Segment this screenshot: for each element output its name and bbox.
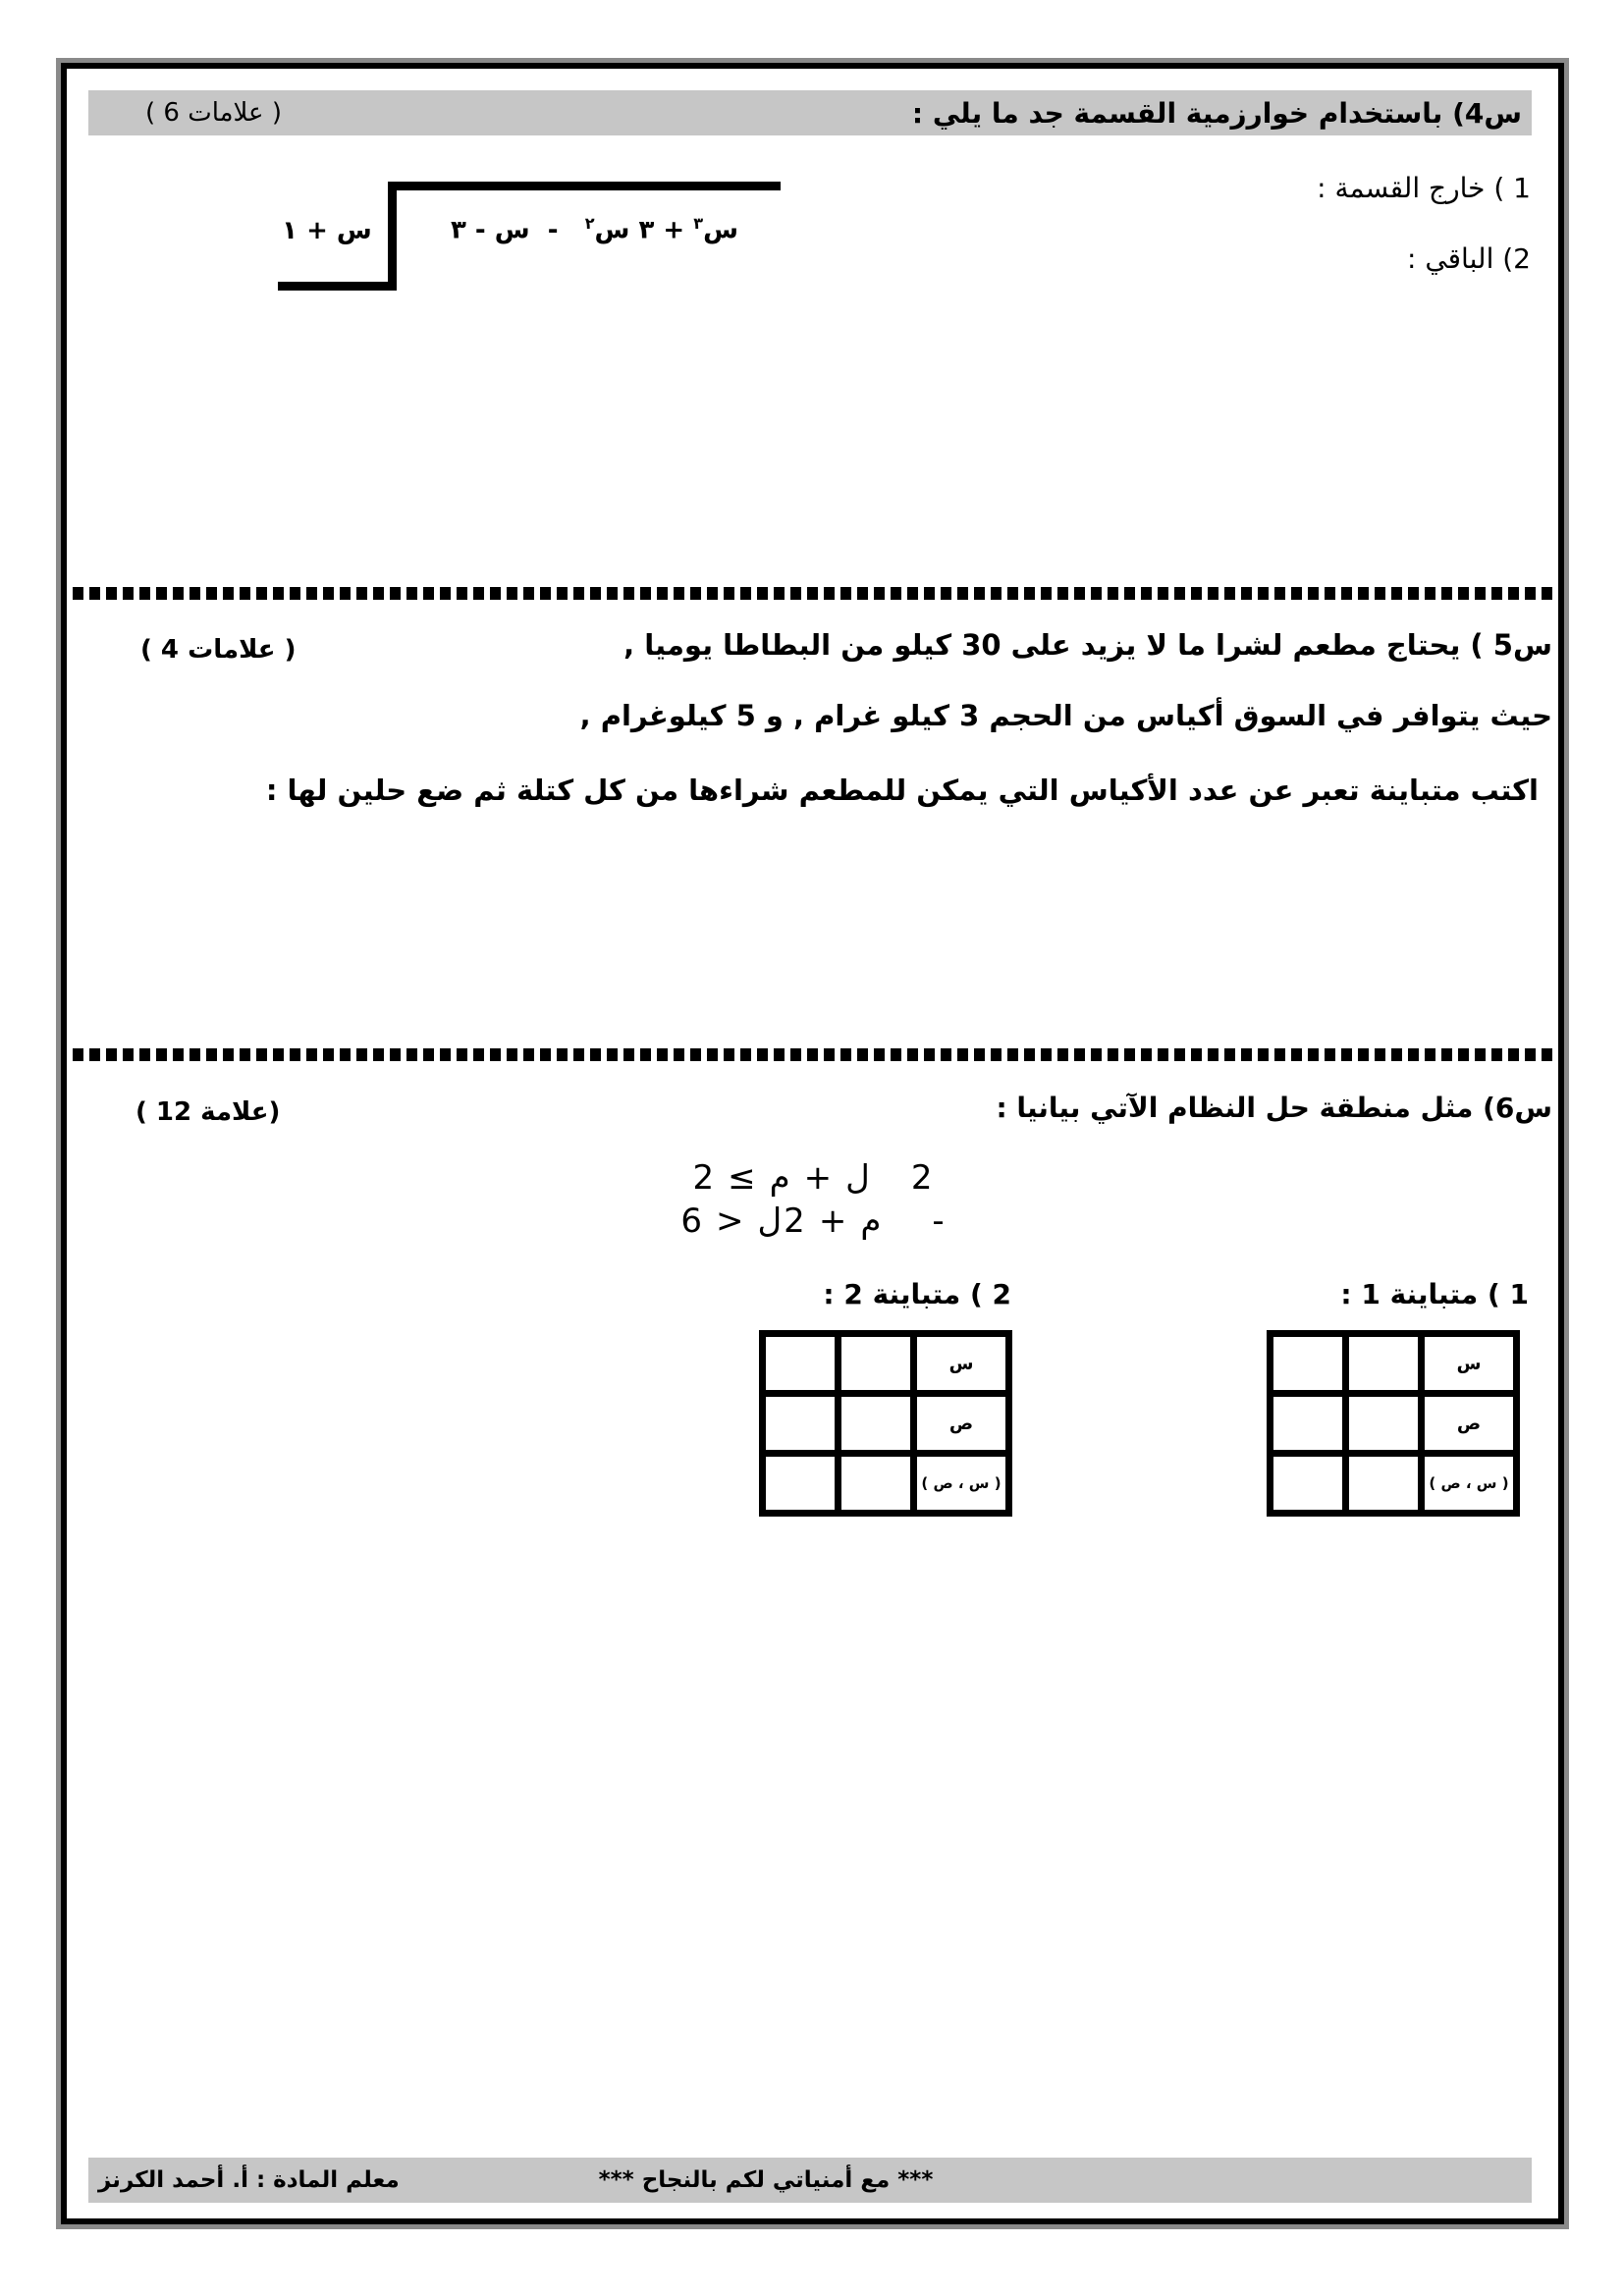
inequality-2 — [680, 1200, 944, 1243]
q4-title: س4) باستخدام خوارزمية القسمة جد ما يلي : — [911, 96, 1522, 130]
math-token: 2 — [910, 1158, 933, 1198]
q6-title: س6) مثل منطقة حل النظام الآتي بيانيا : — [996, 1092, 1552, 1124]
table1-empty-cell — [1346, 1334, 1422, 1394]
table1-empty-cell — [1346, 1394, 1422, 1454]
table2-row-label-x: س — [914, 1334, 1009, 1394]
footer-bar — [88, 2158, 1532, 2203]
math-token: - — [932, 1201, 945, 1241]
math-token: ل — [757, 1201, 783, 1241]
inequality2-label: 2 ) متباينة 2 : — [823, 1278, 1011, 1310]
q4-item-quotient: 1 ) خارج القسمة : — [1317, 172, 1531, 204]
math-token: م — [860, 1201, 882, 1241]
table1-row-label-pair: ( س ، ص ) — [1422, 1454, 1517, 1514]
q5-line-2: حيث يتوافر في السوق أكياس من الحجم 3 كيلو غرام , و 5 كيلوغرام , — [579, 699, 1552, 732]
page-frame — [56, 58, 1569, 2229]
table2-empty-cell — [839, 1454, 914, 1514]
table1-row-label-x: س — [1422, 1334, 1517, 1394]
division-bracket-bottom-line — [278, 282, 397, 291]
dotted-separator-1 — [73, 587, 1553, 600]
q5-line-3: اكتب متباينة تعبر عن عدد الأكياس التي يمكن للمطعم شراءها من كل كتلة ثم ضع حلين لها : — [265, 774, 1539, 807]
q5-line-1: س5 ) يحتاج مطعم لشرا ما لا يزيد على 30 كيلو من البطاطا يوميا , — [623, 628, 1552, 662]
table2-empty-cell — [763, 1334, 839, 1394]
table1-empty-cell — [1346, 1454, 1422, 1514]
math-token: ≤ — [728, 1158, 756, 1198]
table2-empty-cell — [763, 1394, 839, 1454]
math-token: 2 — [692, 1158, 715, 1198]
q4-marks: ( 6 علامات ) — [145, 98, 282, 128]
math-token: + — [803, 1158, 833, 1198]
table1-empty-cell — [1271, 1454, 1346, 1514]
inequality1-label: 1 ) متباينة 1 : — [1340, 1278, 1529, 1310]
inequality-system — [67, 1156, 1558, 1243]
divisor-expression: س + ١ — [282, 216, 372, 245]
footer-wishes: *** مع أمنياتي لكم بالنجاح *** — [598, 2167, 934, 2193]
q4-item-remainder: 2) الباقي : — [1407, 242, 1531, 275]
dotted-separator-2 — [73, 1048, 1553, 1061]
q4-header-bar — [88, 90, 1532, 135]
footer-teacher-name: معلم المادة : أ. أحمد الكرنز — [98, 2167, 400, 2193]
math-token: م — [769, 1158, 790, 1198]
math-token: 2 — [784, 1201, 805, 1241]
table2-empty-cell — [839, 1394, 914, 1454]
inequality-table-2 — [759, 1330, 1012, 1517]
q5-marks: ( 4 علامات ) — [140, 635, 297, 665]
math-token: 6 — [680, 1201, 702, 1241]
math-token: > — [715, 1201, 744, 1241]
division-bracket-vertical-line — [388, 182, 397, 291]
inequality-table-1 — [1267, 1330, 1520, 1517]
table2-row-label-pair: ( س ، ص ) — [914, 1454, 1009, 1514]
table1-empty-cell — [1271, 1334, 1346, 1394]
table1-row-label-y: ص — [1422, 1394, 1517, 1454]
dividend-expression: س$^٣$ + ٣ س$^٢$ - س - ٣ — [451, 214, 738, 245]
table2-row-label-y: ص — [914, 1394, 1009, 1454]
q6-marks: ( 12 علامة) — [135, 1097, 281, 1127]
math-token: + — [818, 1201, 847, 1241]
table1-empty-cell — [1271, 1394, 1346, 1454]
page-content — [61, 63, 1564, 2224]
table2-empty-cell — [763, 1454, 839, 1514]
table2-empty-cell — [839, 1334, 914, 1394]
inequality-1 — [692, 1156, 932, 1200]
division-bracket-top-line — [388, 182, 781, 190]
math-token: ل — [845, 1158, 870, 1198]
